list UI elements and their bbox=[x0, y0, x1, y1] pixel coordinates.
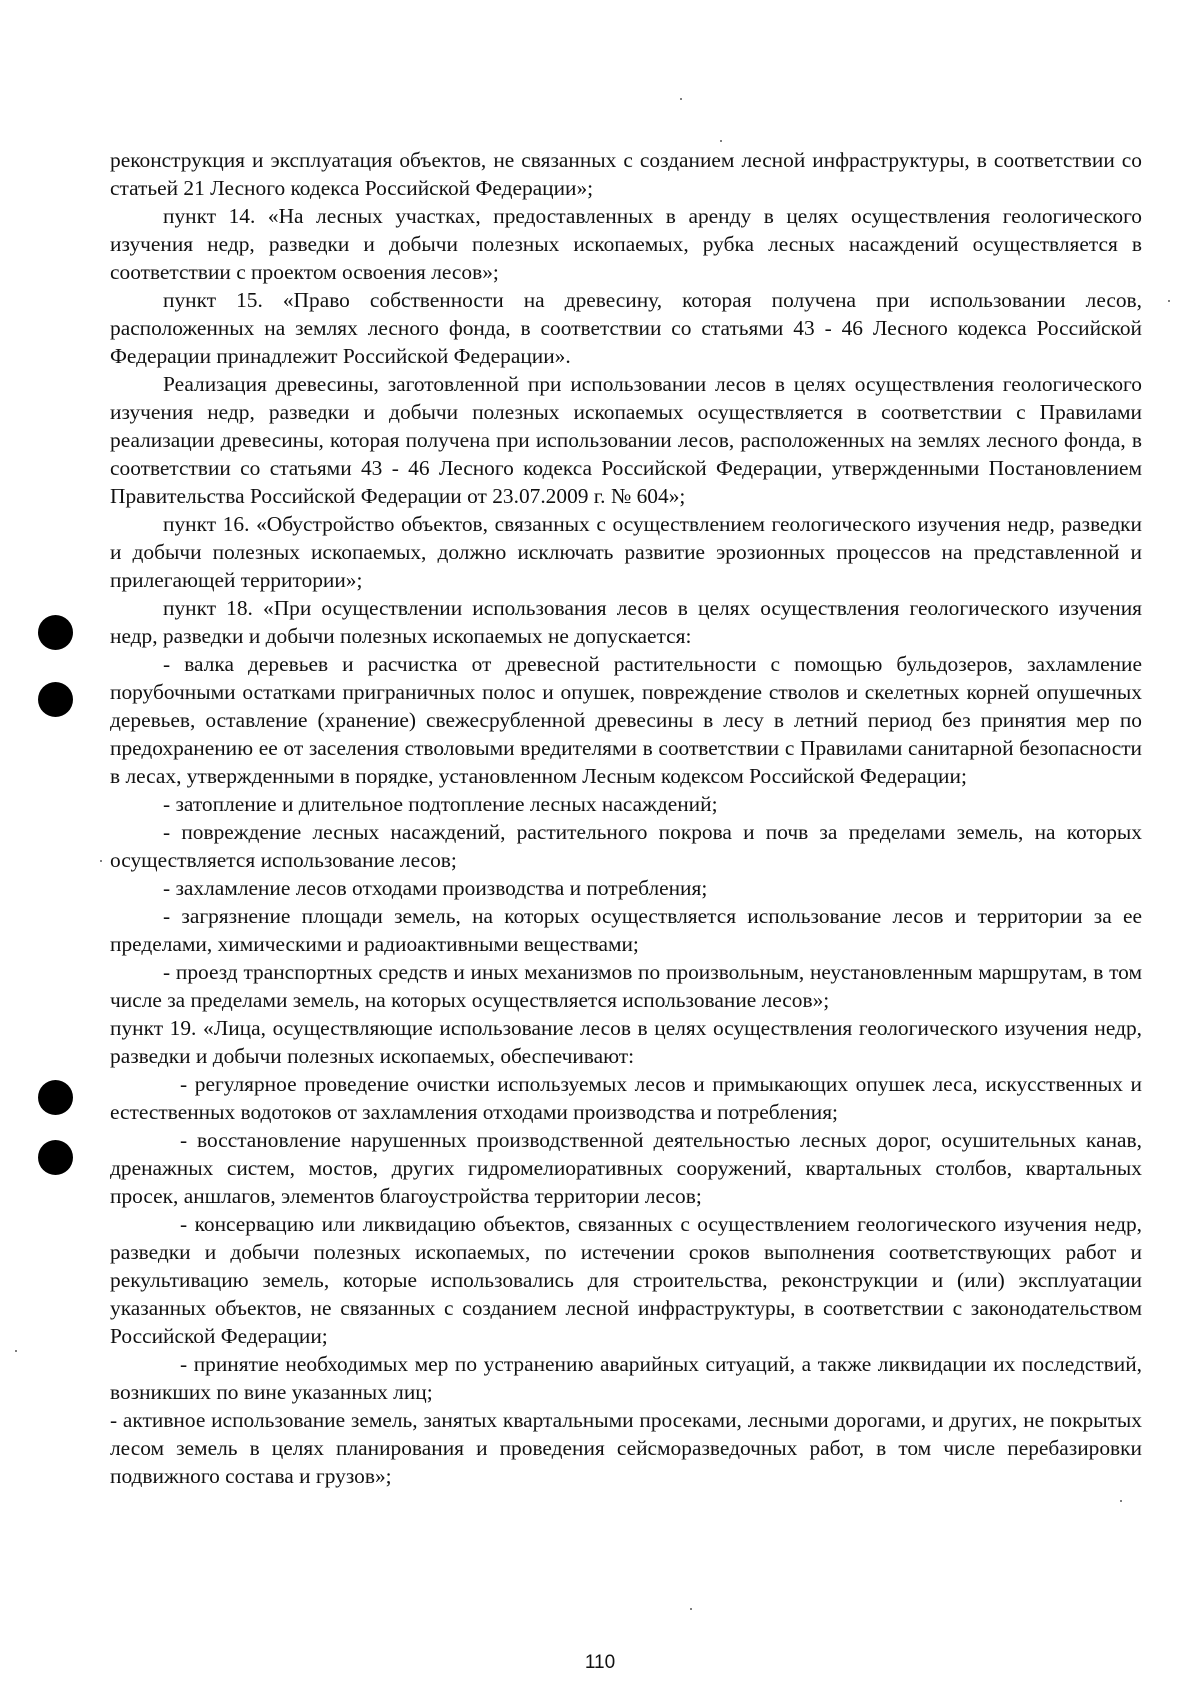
list-item-felling: - валка деревьев и расчистка от древесной растительности с помощью бульдозеров, захламление порубочными остатками приграничных полос и опушек, повреждение стволов и скелетных корней опушечных деревьев, оставление (хранение) свежесрубленной древесины в лесу в летний период без принятия мер по предохранению ее от заселения стволовыми вредителями в соответствии с Правилами санитарной безопасности в лесах, утвержденными в порядке, установленном Лесным кодексом Российской Федерации; bbox=[110, 652, 1142, 788]
scan-speck bbox=[1168, 300, 1170, 302]
scan-speck bbox=[15, 1350, 17, 1352]
document-body bbox=[110, 146, 1142, 1490]
paragraph-clause-14: пункт 14. «На лесных участках, предоставленных в аренду в целях осуществления геологического изучения недр, разведки и добычи полезных ископаемых, рубка лесных насаждений осуществляется в соответствии с проектом освоения лесов»; bbox=[110, 204, 1142, 284]
scan-speck bbox=[690, 1608, 692, 1610]
list-item-pollution: - загрязнение площади земель, на которых осуществляется использование лесов и территории за ее пределами, химическими и радиоактивными веществами; bbox=[110, 904, 1142, 956]
punch-hole-4 bbox=[38, 1140, 73, 1175]
punch-hole-3 bbox=[38, 1080, 73, 1115]
scan-speck bbox=[720, 140, 722, 142]
paragraph-continuation: реконструкция и эксплуатация объектов, не связанных с созданием лесной инфраструктуры, в соответствии со статьей 21 Лесного кодекса Российской Федерации»; bbox=[110, 148, 1142, 200]
list-item-restoration: - восстановление нарушенных производственной деятельностью лесных дорог, осушительных канав, дренажных систем, мостов, других гидромелиоративных сооружений, квартальных столбов, квартальных просек, аншлагов, элементов благоустройства территории лесов; bbox=[110, 1128, 1142, 1208]
punch-hole-2 bbox=[38, 682, 73, 717]
list-item-damage: - повреждение лесных насаждений, растительного покрова и почв за пределами земель, на которых осуществляется использование лесов; bbox=[110, 820, 1142, 872]
paragraph-clause-18: пункт 18. «При осуществлении использования лесов в целях осуществления геологического изучения недр, разведки и добычи полезных ископаемых не допускается: bbox=[110, 596, 1142, 648]
paragraph-clause-15: пункт 15. «Право собственности на древесину, которая получена при использовании лесов, расположенных на землях лесного фонда, в соответствии со статьями 43 - 46 Лесного кодекса Российской Федерации принадлежит Российской Федерации». bbox=[110, 288, 1142, 368]
scan-speck bbox=[1120, 1500, 1122, 1502]
scan-speck bbox=[680, 98, 682, 100]
paragraph-clause-16: пункт 16. «Обустройство объектов, связанных с осуществлением геологического изучения недр, разведки и добычи полезных ископаемых, должно исключать развитие эрозионных процессов на представленной и прилегающей территории»; bbox=[110, 512, 1142, 592]
list-item-emergency: - принятие необходимых мер по устранению аварийных ситуаций, а также ликвидации их последствий, возникших по вине указанных лиц; bbox=[110, 1352, 1142, 1404]
list-item-flooding: - затопление и длительное подтопление лесных насаждений; bbox=[163, 792, 718, 816]
list-item-vehicles: - проезд транспортных средств и иных механизмов по произвольным, неустановленным маршрутам, в том числе за пределами земель, на которых осуществляется использование лесов»; bbox=[110, 960, 1142, 1012]
punch-hole-1 bbox=[38, 615, 73, 650]
paragraph-clause-19: пункт 19. «Лица, осуществляющие использование лесов в целях осуществления геологического изучения недр, разведки и добычи полезных ископаемых, обеспечивают: bbox=[110, 1016, 1142, 1068]
page-number: 110 bbox=[584, 1652, 616, 1673]
list-item-littering: - захламление лесов отходами производства и потребления; bbox=[163, 876, 708, 900]
list-item-cleaning: - регулярное проведение очистки используемых лесов и примыкающих опушек леса, искусственных и естественных водотоков от захламления отходами производства и потребления; bbox=[110, 1072, 1142, 1124]
paragraph-timber-sale: Реализация древесины, заготовленной при использовании лесов в целях осуществления геологического изучения недр, разведки и добычи полезных ископаемых осуществляется в соответствии с Правилами реализации древесины, которая получена при использовании лесов, расположенных на землях лесного фонда, в соответствии со статьями 43 - 46 Лесного кодекса Российской Федерации, утвержденными Постановлением Правительства Российской Федерации от 23.07.2009 г. № 604»; bbox=[110, 372, 1142, 508]
scan-speck bbox=[100, 860, 102, 862]
list-item-land-use: - активное использование земель, занятых квартальными просеками, лесными дорогами, и других, не покрытых лесом земель в целях планирования и проведения сейсморазведочных работ, в том числе перебазировки подвижного состава и грузов»; bbox=[110, 1408, 1142, 1488]
list-item-conservation: - консервацию или ликвидацию объектов, связанных с осуществлением геологического изучения недр, разведки и добычи полезных ископаемых, по истечении сроков выполнения соответствующих работ и рекультивацию земель, которые использовались для строительства, реконструкции и (или) эксплуатации указанных объектов, не связанных с созданием лесной инфраструктуры, в соответствии с законодательством Российской Федерации; bbox=[110, 1212, 1142, 1348]
